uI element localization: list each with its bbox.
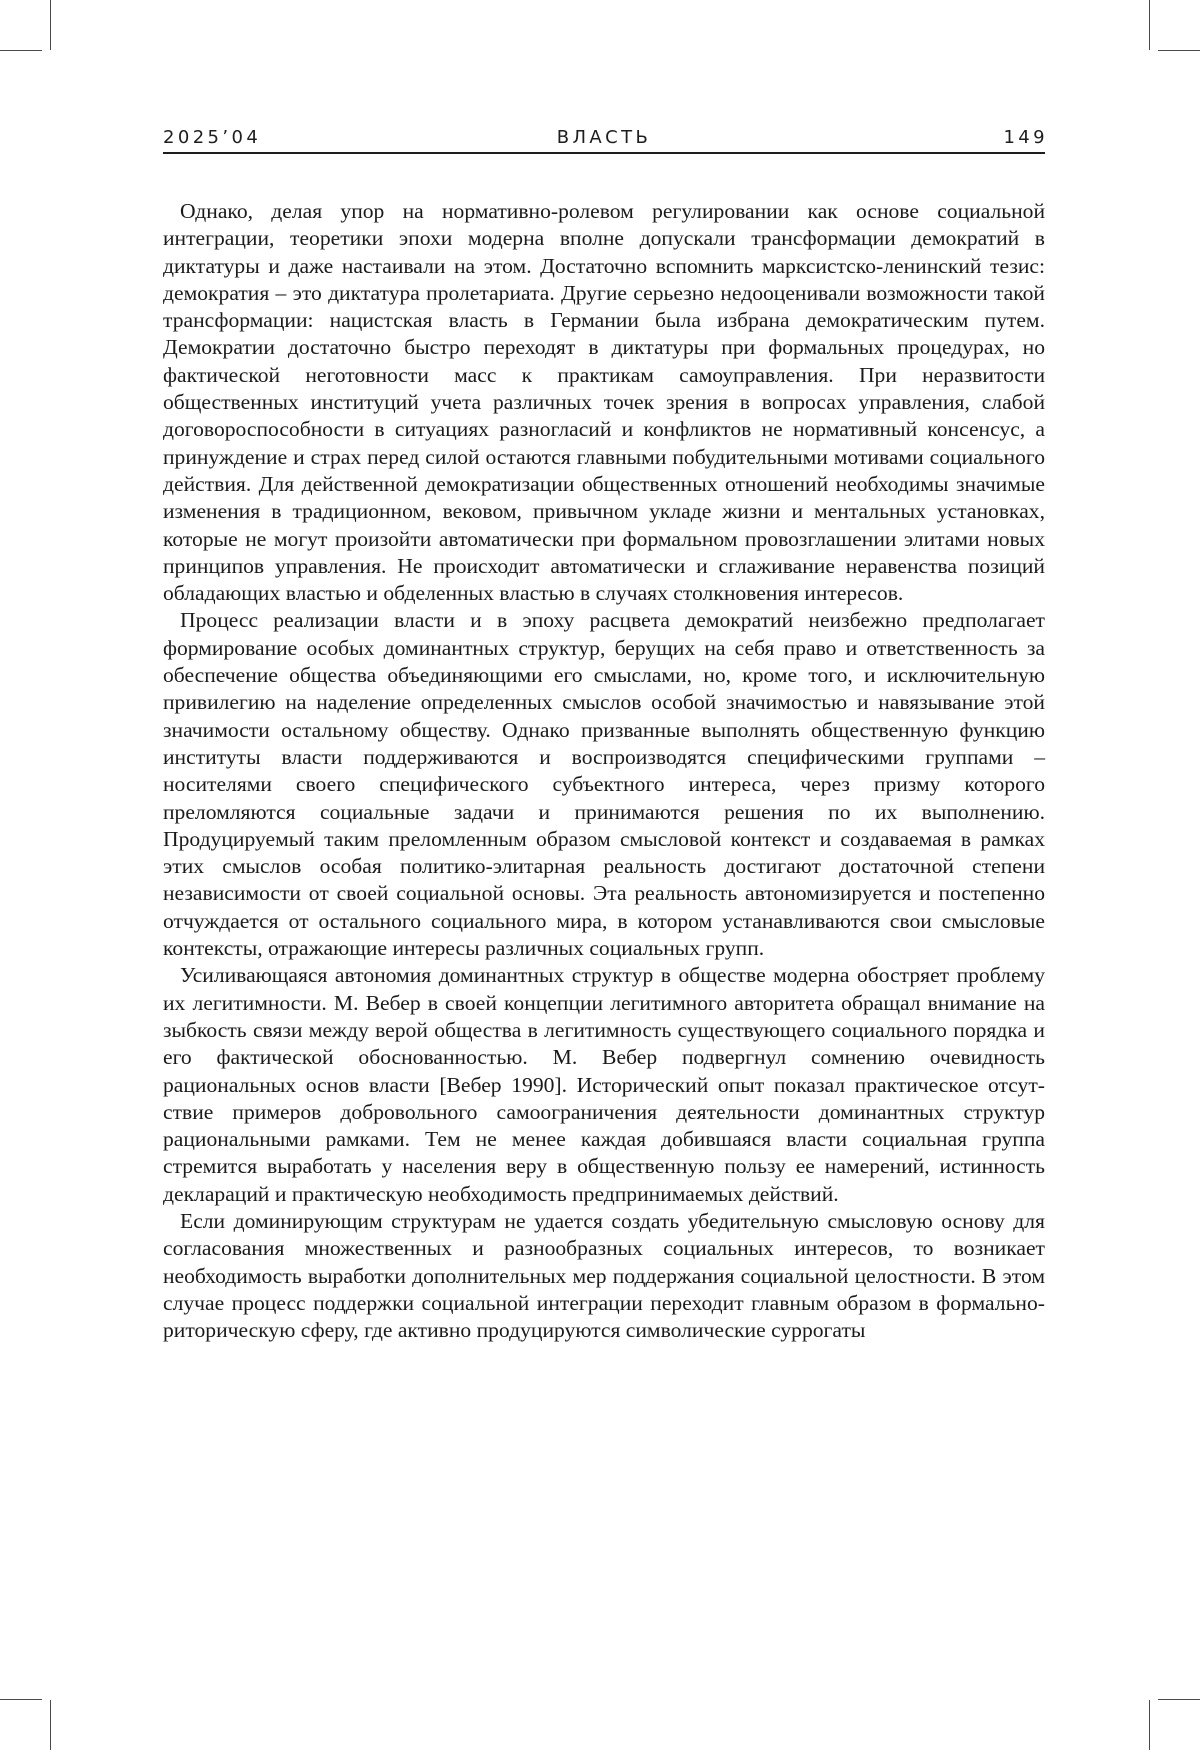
- paragraph: Процесс реализации власти и в эпоху расцвета демократий неизбежно предполагает формирование особых доминантных структур, берущих на себя право и ответственность за обеспечение общества объединяющими его смыслами, но, кроме того, и исключительную привилегию на наделение определенных смыслов особой значимостью и навязывание этой значимости остальному обществу. Однако призванные выполнять общественную функ­цию институты власти поддерживаются и воспроизводятся специфическими группами – носителями своего специфического субъектного интереса, через призму которого преломляются социальные задачи и принимаются решения по их выполнению. Продуцируемый таким преломленным образом смысло­вой контекст и создаваемая в рамках этих смыслов особая политико-элитар­ная реальность достигают достаточной степени независимости от своей соци­альной основы. Эта реальность автономизируется и постепенно отчуждается от остального социального мира, в котором устанавливаются свои смысловые контексты, отражающие интересы различных социальных групп.: [163, 607, 1045, 962]
- crop-mark-bottom-right-horizontal: [1158, 1699, 1200, 1700]
- header-rule: [163, 152, 1045, 154]
- running-head: [163, 124, 1045, 152]
- crop-mark-top-right-horizontal: [1158, 50, 1200, 51]
- page-number: 149: [1003, 127, 1048, 148]
- crop-mark-bottom-right-vertical: [1149, 1700, 1150, 1750]
- crop-mark-top-left-vertical: [50, 0, 51, 50]
- crop-mark-bottom-left-vertical: [50, 1700, 51, 1750]
- crop-mark-bottom-left-horizontal: [0, 1699, 42, 1700]
- issue-number: 2025’04: [163, 127, 261, 148]
- paragraph: Если доминирующим структурам не удается создать убедительную смыс­ловую основу для согласования множественных и разнообразных социаль­ных интересов, то возникает необходимость выработки дополнительных мер поддержания социальной целостности. В этом случае процесс под­держки социальной интеграции переходит главным образом в формально­риторическую сферу, где активно продуцируются символические суррогаты: [163, 1208, 1045, 1344]
- crop-mark-top-left-horizontal: [0, 50, 42, 51]
- crop-mark-top-right-vertical: [1149, 0, 1150, 50]
- journal-title: ВЛАСТЬ: [163, 127, 1045, 148]
- paragraph: Однако, делая упор на нормативно-ролевом регулировании как основе социальной интеграции, теоретики эпохи модерна вполне допускали транс­формации демократий в диктатуры и даже настаивали на этом. Достаточно вспомнить марксистско-ленинский тезис: демократия – это диктатура про­летариата. Другие серьезно недооценивали возможности такой трансформа­ции: нацистская власть в Германии была избрана демократическим путем. Демократии достаточно быстро переходят в диктатуры при формальных процедурах, но фактической неготовности масс к практикам самоуправ­ления. При неразвитости общественных институций учета различных точек зрения в вопросах управления, слабой договороспособности в ситуациях разногласий и конфликтов не нормативный консенсус, а принуждение и страх перед силой остаются главными побудительными мотивами социаль­ного действия. Для действенной демократизации общественных отноше­ний необходимы значимые изменения в традиционном, вековом, привыч­ном укладе жизни и ментальных установках, которые не могут произойти автоматически при формальном провозглашении элитами новых принци­пов управления. Не происходит автоматически и сглаживание неравенства позиций обладающих властью и обделенных властью в случаях столкнове­ния интересов.: [163, 198, 1045, 607]
- article-body: [163, 198, 1045, 1344]
- paragraph: Усиливающаяся автономия доминантных структур в обществе модерна обостряет проблему их легитимности. М. Вебер в своей концепции легитим­ного авторитета обращал внимание на зыбкость связи между верой общества в легитимность существующего социального порядка и его фактической обо­снованностью. М. Вебер подвергнул сомнению очевидность рациональных основ власти [Вебер 1990]. Исторический опыт показал практическое отсут­ствие примеров добровольного самоограничения деятельности доминантных структур рациональными рамками. Тем не менее каждая добившаяся власти социальная группа стремится выработать у населения веру в общественную пользу ее намерений, истинность деклараций и практическую необходимость предпринимаемых действий.: [163, 962, 1045, 1208]
